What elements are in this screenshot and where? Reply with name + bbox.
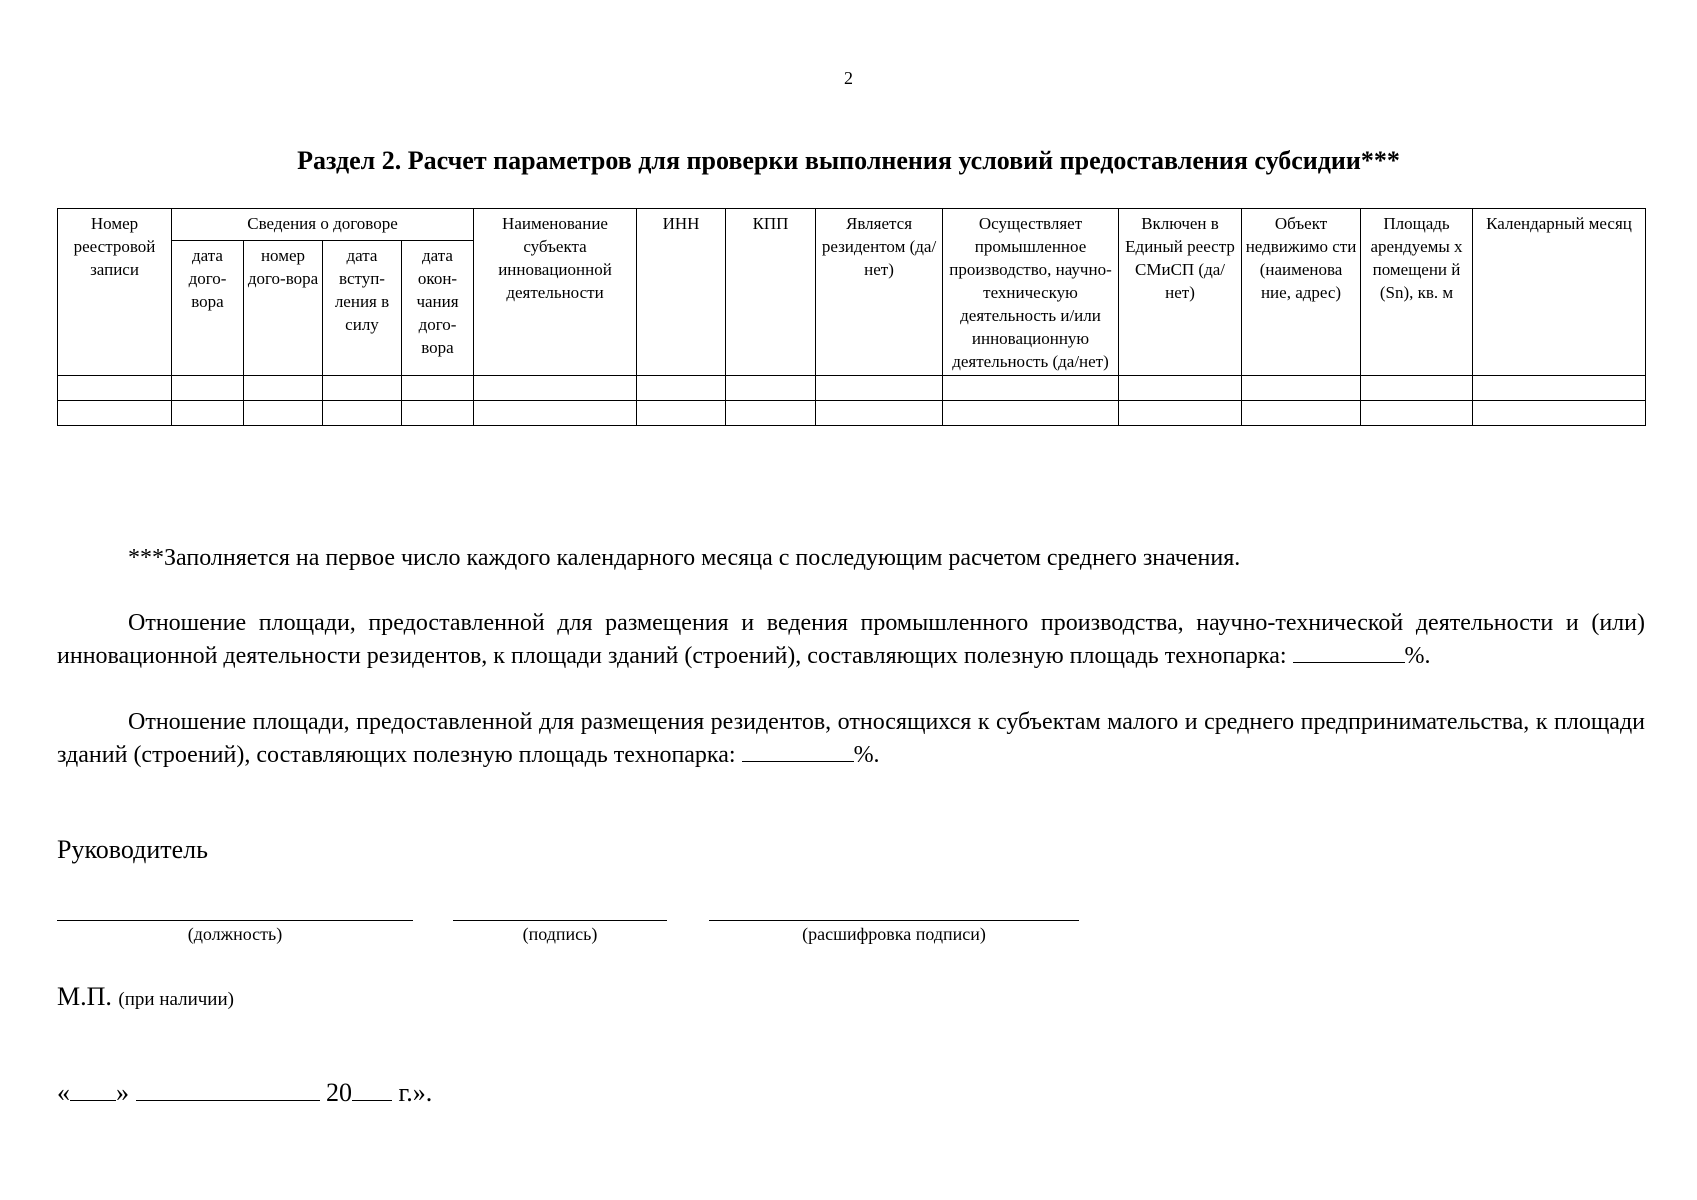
table-cell[interactable] [943, 376, 1119, 401]
header-month: Календарный месяц [1473, 209, 1646, 376]
table-cell[interactable] [58, 401, 172, 426]
percent-blank-1[interactable] [1293, 640, 1405, 663]
stamp-label: М.П. [57, 982, 112, 1011]
signature-caption: (подпись) [522, 924, 598, 944]
paragraph-2-text: Отношение площади, предоставленной для размещения резидентов, относящихся к субъектам малого и среднего предпринимательства, к площади зданий (строений), составляющих полезную площадь технопарка: [57, 709, 1645, 768]
table-cell[interactable] [1361, 401, 1473, 426]
header-property: Объект недвижимо сти (наименова ние, адрес) [1242, 209, 1361, 376]
table-cell[interactable] [1242, 401, 1361, 426]
stamp-note: (при наличии) [118, 989, 234, 1010]
table-cell[interactable] [816, 376, 943, 401]
page-number: 2 [844, 68, 853, 88]
header-inn: ИНН [637, 209, 726, 376]
table-body [58, 376, 1646, 426]
area-ratio-paragraph-2 [57, 706, 1645, 772]
table-cell[interactable] [172, 376, 244, 401]
paragraph-1-text: Отношение площади, предоставленной для размещения и ведения промышленного производства, научно-технической деятельности и (или) инновационной деятельности резидентов, к площади зданий (строений), составляющих полезную площадь технопарка: [57, 610, 1645, 669]
table-cell[interactable] [474, 401, 637, 426]
year-blank[interactable] [352, 1078, 392, 1101]
date-close-quote: » [116, 1078, 129, 1107]
table-cell[interactable] [1361, 376, 1473, 401]
table-cell[interactable] [1473, 401, 1646, 426]
table-row [58, 401, 1646, 426]
decoding-line[interactable] [709, 920, 1079, 921]
header-kpp: КПП [726, 209, 816, 376]
percent-blank-2[interactable] [742, 739, 854, 762]
decoding-caption: (расшифровка подписи) [802, 924, 986, 944]
position-caption: (должность) [187, 924, 283, 944]
table-cell[interactable] [244, 401, 323, 426]
table-cell[interactable] [402, 401, 474, 426]
section-title: Раздел 2. Расчет параметров для проверки выполнения условий предоставления субсидии*** [297, 146, 1400, 175]
date-line [57, 1078, 432, 1108]
table-cell[interactable] [323, 376, 402, 401]
table-cell[interactable] [637, 376, 726, 401]
header-record-no: Номер реестровой записи [58, 209, 172, 376]
table-cell[interactable] [1242, 376, 1361, 401]
table-cell[interactable] [1473, 376, 1646, 401]
table-cell[interactable] [726, 376, 816, 401]
stamp-place [57, 982, 234, 1012]
header-entity-name: Наименование субъекта инновационной деятельности [474, 209, 637, 376]
table-cell[interactable] [58, 376, 172, 401]
table-cell[interactable] [637, 401, 726, 426]
percent-sign-1: %. [1404, 643, 1431, 669]
signature-line[interactable] [453, 920, 667, 921]
table-cell[interactable] [474, 376, 637, 401]
header-is-resident: Является резидентом (да/нет) [816, 209, 943, 376]
table-cell[interactable] [323, 401, 402, 426]
table-cell[interactable] [1119, 401, 1242, 426]
head-label: Руководитель [57, 835, 208, 864]
percent-sign-2: %. [853, 742, 880, 768]
table-cell[interactable] [816, 401, 943, 426]
header-contract-number: номер дого-вора [244, 241, 323, 376]
position-line[interactable] [57, 920, 413, 921]
day-blank[interactable] [70, 1078, 116, 1101]
header-area: Площадь арендуемы х помещени й (Sn), кв. м [1361, 209, 1473, 376]
table-cell[interactable] [402, 376, 474, 401]
table-cell[interactable] [244, 376, 323, 401]
header-contract-date: дата дого-вора [172, 241, 244, 376]
table-row [58, 376, 1646, 401]
subsidy-parameters-table [57, 208, 1646, 426]
table-cell[interactable] [726, 401, 816, 426]
header-end-date: дата окон-чания дого-вора [402, 241, 474, 376]
footnote: ***Заполняется на первое число каждого календарного месяца с последующим расчетом среднего значения. [128, 545, 1241, 571]
month-blank[interactable] [136, 1078, 320, 1101]
date-suffix: г.». [398, 1078, 433, 1107]
table-cell[interactable] [1119, 376, 1242, 401]
year-prefix: 20 [326, 1078, 352, 1107]
date-open-quote: « [57, 1078, 70, 1107]
header-activity: Осуществляет промышленное производство, научно-техническую деятельность и/или инновационную деятельность (да/нет) [943, 209, 1119, 376]
header-smsp-registry: Включен в Единый реестр СМиСП (да/нет) [1119, 209, 1242, 376]
area-ratio-paragraph-1 [57, 607, 1645, 673]
header-effective-date: дата вступ-ления в силу [323, 241, 402, 376]
table-cell[interactable] [943, 401, 1119, 426]
table-cell[interactable] [172, 401, 244, 426]
header-contract-group: Сведения о договоре [172, 209, 474, 241]
